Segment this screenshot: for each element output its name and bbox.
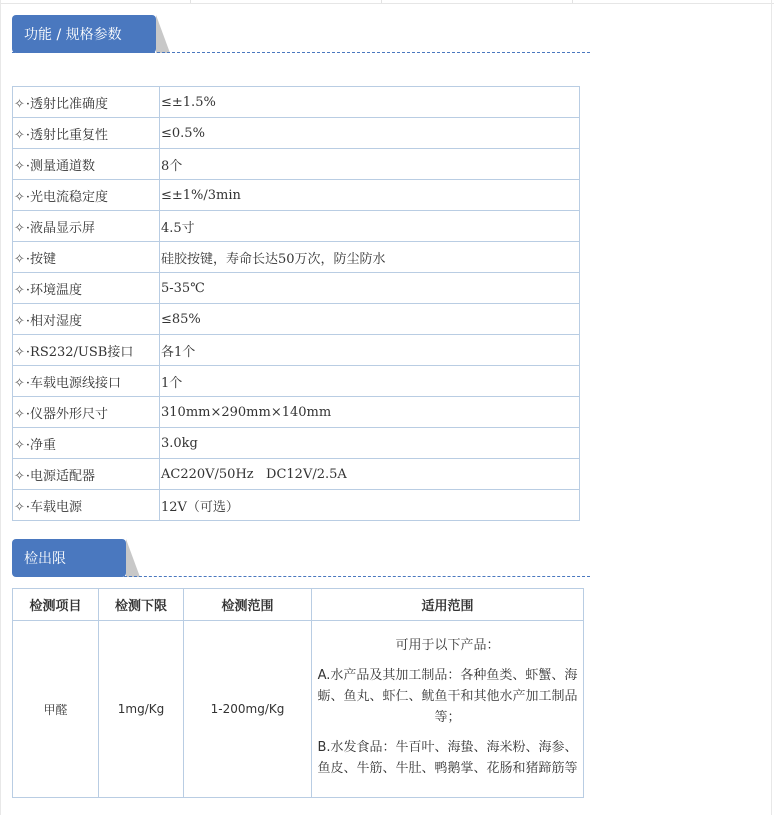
header-range: 检测范围	[184, 589, 312, 621]
spec-label-cell	[13, 149, 160, 180]
diamond-bullet-icon: ✧	[14, 468, 25, 484]
spec-label-cell	[13, 211, 160, 242]
diamond-bullet-icon: ✧	[14, 313, 25, 329]
spec-label: ·净重	[25, 437, 57, 453]
header-lower-limit: 检测下限	[99, 589, 184, 621]
spec-label: ·仪器外形尺寸	[25, 406, 109, 422]
spec-label-cell	[13, 397, 160, 428]
page-right-border	[771, 0, 772, 815]
spec-row	[13, 304, 580, 335]
scope-b: B.水发食品：牛百叶、海蛰、海米粉、海参、鱼皮、牛筋、牛肚、鸭鹅掌、花肠和猪蹄筋等	[317, 740, 578, 776]
spec-row	[13, 459, 580, 490]
spec-label: ·车载电源线接口	[25, 375, 122, 391]
slant-decoration	[156, 15, 170, 53]
limits-header-row	[13, 589, 584, 621]
section-divider	[124, 576, 590, 577]
limits-row	[13, 621, 584, 798]
cell-item: 甲醛	[13, 621, 99, 798]
spec-row	[13, 149, 580, 180]
spec-value: 各1个	[160, 335, 580, 366]
spec-row	[13, 335, 580, 366]
limits-section-tab	[12, 539, 120, 577]
spec-row	[13, 211, 580, 242]
spec-label-cell	[13, 242, 160, 273]
diamond-bullet-icon: ✧	[14, 96, 25, 112]
spec-value: 310mm×290mm×140mm	[160, 397, 580, 428]
limits-table	[12, 588, 584, 798]
diamond-bullet-icon: ✧	[14, 375, 25, 391]
spec-label: ·环境温度	[25, 282, 83, 298]
spec-row	[13, 242, 580, 273]
header-scope: 适用范围	[312, 589, 584, 621]
spec-label-cell	[13, 180, 160, 211]
diamond-bullet-icon: ✧	[14, 127, 25, 143]
spec-label: ·相对湿度	[25, 313, 83, 329]
diamond-bullet-icon: ✧	[14, 158, 25, 174]
spec-label: ·光电流稳定度	[25, 189, 109, 205]
cell-range: 1-200mg/Kg	[184, 621, 312, 798]
diamond-bullet-icon: ✧	[14, 406, 25, 422]
diamond-bullet-icon: ✧	[14, 437, 25, 453]
specs-section-title: 功能 / 规格参数	[24, 27, 122, 43]
spec-label: ·透射比准确度	[25, 96, 109, 112]
scope-a: A.水产品及其加工制品：各种鱼类、虾蟹、海蛎、鱼丸、虾仁、鱿鱼干和其他水产加工制品等；	[317, 668, 578, 725]
diamond-bullet-icon: ✧	[14, 344, 25, 360]
spec-row	[13, 490, 580, 521]
spec-row	[13, 366, 580, 397]
spec-value: 5-35℃	[160, 273, 580, 304]
spec-row	[13, 87, 580, 118]
spec-label: ·液晶显示屏	[25, 220, 96, 236]
spec-label: ·按键	[25, 251, 57, 267]
spec-label-cell	[13, 366, 160, 397]
spec-row	[13, 273, 580, 304]
spec-label: ·电源适配器	[25, 468, 96, 484]
slant-decoration	[126, 539, 140, 577]
spec-row	[13, 397, 580, 428]
spec-value: 4.5寸	[160, 211, 580, 242]
scope-intro: 可用于以下产品：	[395, 638, 500, 653]
spec-value: ≤85%	[160, 304, 580, 335]
spec-label-cell	[13, 304, 160, 335]
diamond-bullet-icon: ✧	[14, 282, 25, 298]
spec-label-cell	[13, 490, 160, 521]
spec-value: ≤±1%/3min	[160, 180, 580, 211]
spec-value: 8个	[160, 149, 580, 180]
diamond-bullet-icon: ✧	[14, 189, 25, 205]
cell-scope	[312, 621, 584, 798]
spec-label-cell	[13, 87, 160, 118]
page-left-border	[0, 0, 1, 815]
spec-label-cell	[13, 118, 160, 149]
diamond-bullet-icon: ✧	[14, 220, 25, 236]
header-item: 检测项目	[13, 589, 99, 621]
spec-value: ≤0.5%	[160, 118, 580, 149]
page-top-border	[0, 0, 774, 4]
spec-label-cell	[13, 335, 160, 366]
spec-value: AC220V/50Hz DC12V/2.5A	[160, 459, 580, 490]
spec-label: ·车载电源	[25, 499, 83, 515]
section-divider	[12, 52, 590, 53]
spec-label: ·测量通道数	[25, 158, 96, 174]
spec-value: 12V（可选）	[160, 490, 580, 521]
spec-value: 3.0kg	[160, 428, 580, 459]
spec-label-cell	[13, 428, 160, 459]
spec-value: ≤±1.5%	[160, 87, 580, 118]
specs-section-tab	[12, 15, 150, 53]
specs-table	[12, 86, 580, 521]
spec-label: ·透射比重复性	[25, 127, 109, 143]
spec-row	[13, 118, 580, 149]
spec-label-cell	[13, 273, 160, 304]
spec-row	[13, 180, 580, 211]
diamond-bullet-icon: ✧	[14, 251, 25, 267]
limits-section-title: 检出限	[24, 551, 66, 567]
spec-value: 硅胶按键，寿命长达50万次，防尘防水	[160, 242, 580, 273]
spec-label: ·RS232/USB接口	[25, 344, 134, 360]
diamond-bullet-icon: ✧	[14, 499, 25, 515]
spec-row	[13, 428, 580, 459]
cell-lower-limit: 1mg/Kg	[99, 621, 184, 798]
spec-label-cell	[13, 459, 160, 490]
spec-value: 1个	[160, 366, 580, 397]
